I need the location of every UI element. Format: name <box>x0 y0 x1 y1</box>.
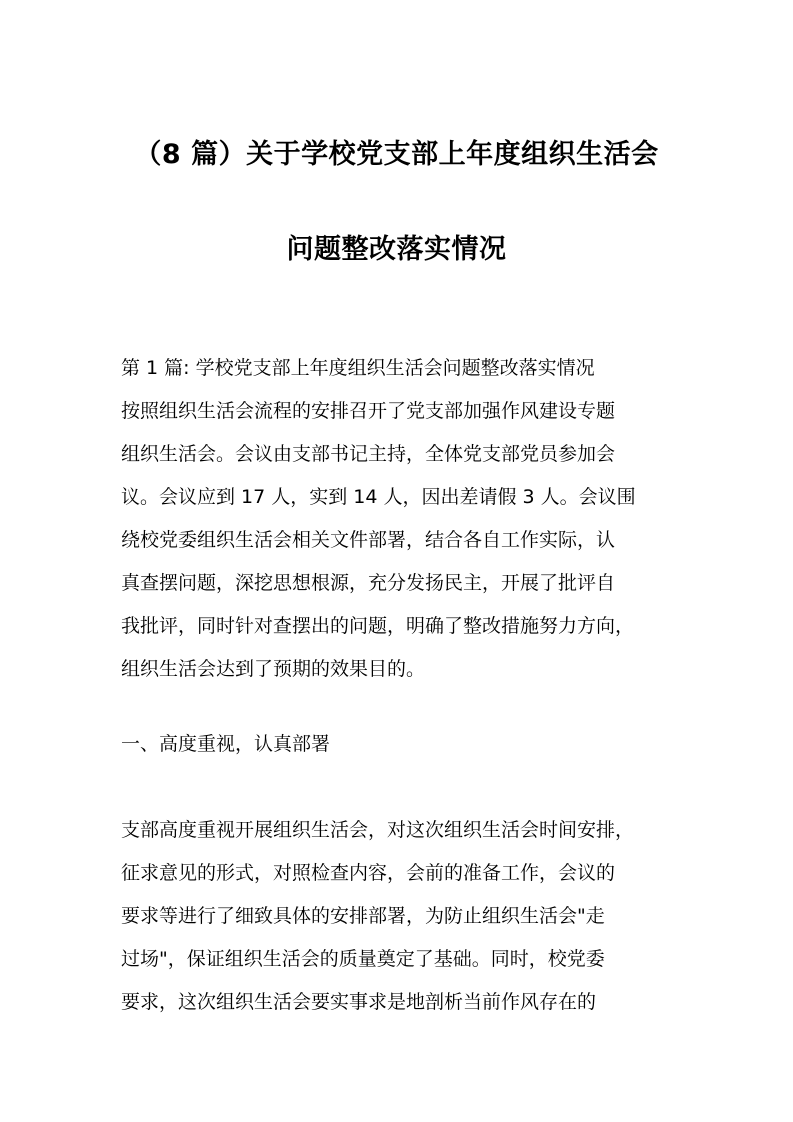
paragraph-1-line: 按照组织生活会流程的安排召开了党支部加强作风建设专题 <box>121 400 616 422</box>
paragraph-2-line: 征求意见的形式，对照检查内容，会前的准备工作，会议的 <box>121 862 616 884</box>
article-heading: 第 1 篇: 学校党支部上年度组织生活会问题整改落实情况 <box>121 357 595 379</box>
paragraph-1-line: 绕校党委组织生活会相关文件部署，结合各自工作实际，认 <box>121 529 616 551</box>
paragraph-2-line: 要求，这次组织生活会要实事求是地剖析当前作风存在的 <box>121 991 597 1013</box>
paragraph-2-line: 要求等进行了细致具体的安排部署，为防止组织生活会"走 <box>121 905 605 927</box>
section-heading: 一、高度重视，认真部署 <box>121 733 331 755</box>
paragraph-2-line: 支部高度重视开展组织生活会，对这次组织生活会时间安排， <box>121 819 635 841</box>
paragraph-1-line: 真查摆问题，深挖思想根源，充分发扬民主，开展了批评自 <box>121 572 616 594</box>
document-title-line-1: （8 篇）关于学校党支部上年度组织生活会 <box>134 139 659 170</box>
paragraph-1-line: 组织生活会达到了预期的效果目的。 <box>121 658 426 680</box>
document-title-line-2: 问题整改落实情况 <box>286 234 507 265</box>
paragraph-2-line: 过场"，保证组织生活会的质量奠定了基础。同时，校党委 <box>121 948 605 970</box>
paragraph-1-line: 组织生活会。会议由支部书记主持，全体党支部党员参加会 <box>121 443 616 465</box>
paragraph-1-line: 我批评，同时针对查摆出的问题，明确了整改措施努力方向， <box>121 615 635 637</box>
paragraph-1-line: 议。会议应到 17 人，实到 14 人，因出差请假 3 人。会议围 <box>121 486 636 508</box>
